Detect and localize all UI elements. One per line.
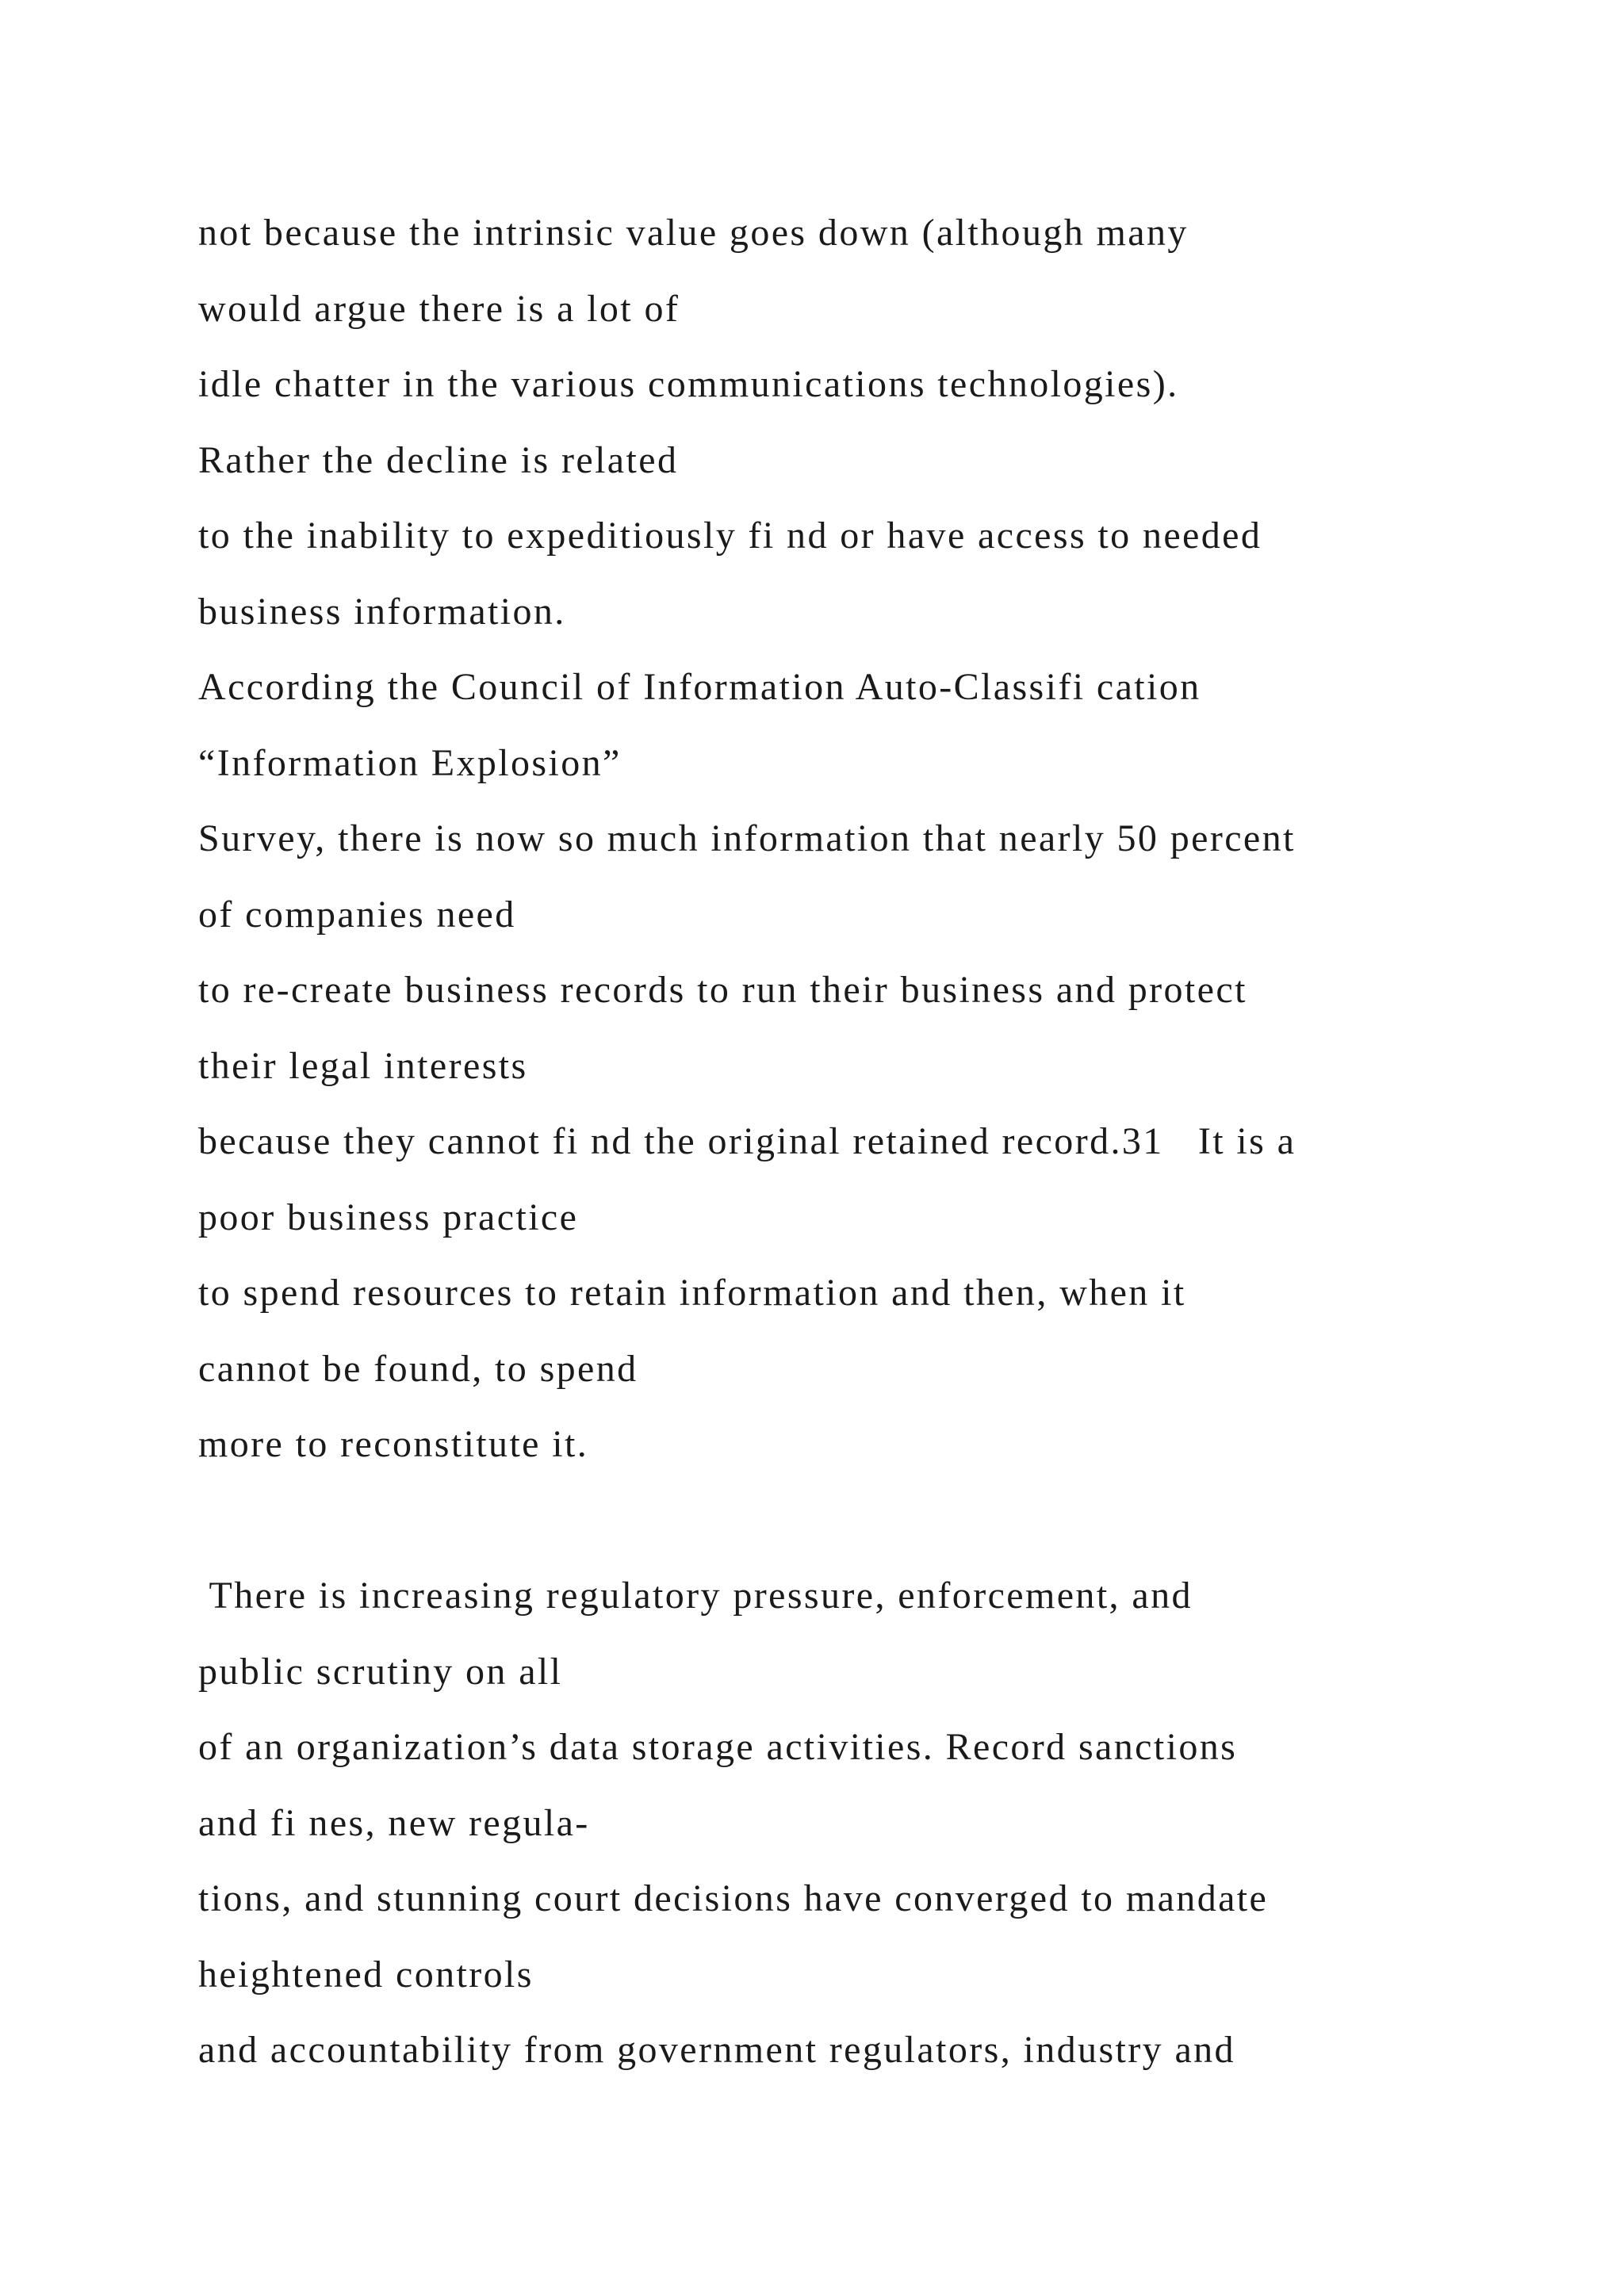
text-line: heightened controls [198, 1953, 534, 1996]
text-line: business information. [198, 590, 566, 633]
text-line: There is increasing regulatory pressure, enforcement, and [198, 1575, 1193, 1617]
text-line: to the inability to expeditiously fi nd or have access to needed [198, 515, 1262, 557]
text-line: their legal interests [198, 1044, 528, 1087]
text-line: to re-create business records to run their business and protect [198, 969, 1247, 1011]
text-line: to spend resources to retain information and then, when it [198, 1272, 1186, 1314]
text-line: According the Council of Information Auto-Classifi cation [198, 666, 1201, 708]
text-line: of companies need [198, 893, 516, 936]
body-text [198, 195, 1546, 2088]
text-line: would argue there is a lot of [198, 287, 680, 330]
text-line: and accountability from government regulators, industry and [198, 2029, 1235, 2071]
text-line: tions, and stunning court decisions have converged to mandate [198, 1877, 1269, 1919]
paragraph [198, 195, 1546, 1483]
text-line: public scrutiny on all [198, 1650, 563, 1693]
text-line: more to reconstitute it. [198, 1423, 589, 1465]
text-line: idle chatter in the various communications technologies). [198, 363, 1179, 405]
text-line: because they cannot fi nd the original retained record.31 It is a [198, 1120, 1297, 1162]
text-line: poor business practice [198, 1196, 579, 1238]
paragraph-spacer [198, 1483, 1546, 1559]
text-line: Survey, there is now so much information that nearly 50 percent [198, 817, 1296, 859]
text-line: not because the intrinsic value goes down (although many [198, 212, 1189, 254]
text-line: “Information Explosion” [198, 741, 622, 784]
text-line: of an organization’s data storage activities. Record sanctions [198, 1726, 1238, 1768]
text-line: Rather the decline is related [198, 438, 679, 481]
text-line: and fi nes, new regula- [198, 1801, 590, 1844]
text-line: cannot be found, to spend [198, 1347, 638, 1390]
paragraph [198, 1558, 1546, 2088]
